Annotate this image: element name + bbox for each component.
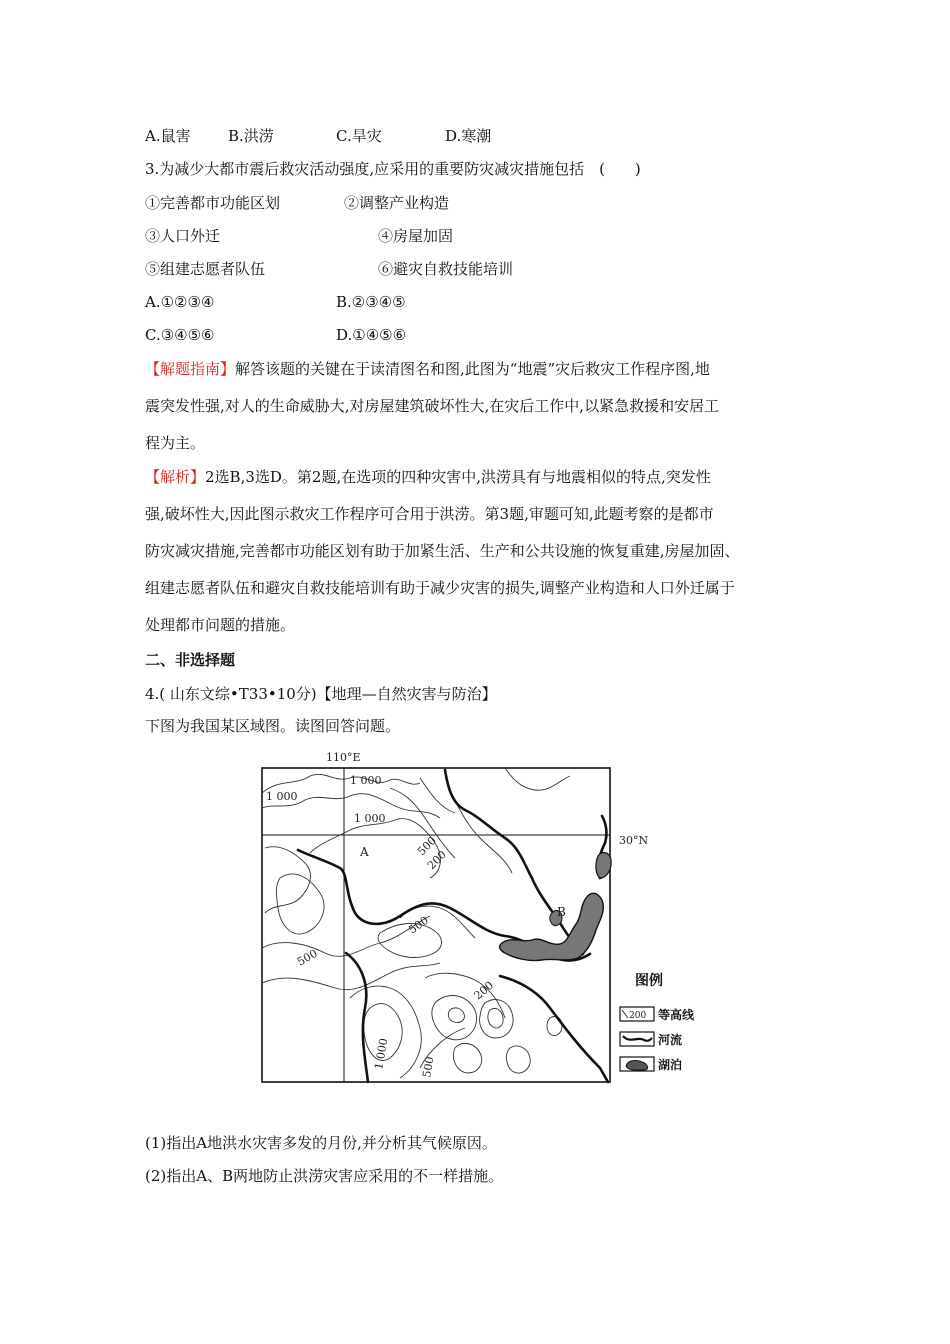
analysis-line-2: 强,破坏性大,因此图示救灾工作程序可合用于洪涝。第3题,审题可知,此题考察的是都市 [145, 505, 714, 523]
contour-label: 1 000 [372, 1037, 391, 1071]
q4-sub1: (1)指出A地洪水灾害多发的月份,并分析其气候原因。 [145, 1134, 497, 1152]
q2-option-a: A.鼠害 [145, 127, 191, 145]
analysis-line-1 [145, 467, 711, 487]
legend-title: 图例 [635, 973, 663, 989]
legend-contour-sample: 200 [629, 1011, 647, 1021]
map-legend [620, 972, 695, 1072]
contour-label: 500 [414, 834, 439, 859]
q3-item-3: ③人口外迁 [145, 227, 221, 245]
analysis-tag: 【解析】 [145, 468, 206, 486]
guide-text: 解答该题的关键在于读清图名和图,此图为“地震”灾后救灾工作程序图,地 [235, 360, 710, 378]
contour-label: 1 000 [266, 790, 298, 803]
guide-line-1 [145, 359, 710, 379]
q2-option-c: C.旱灾 [336, 127, 382, 145]
analysis-line-3: 防灾减灾措施,完善都市功能区划有助于加紧生活、生产和公共设施的恢复重建,房屋加固、 [145, 542, 740, 560]
point-a-label: A [360, 845, 369, 859]
q3-item-5: ⑤组建志愿者队伍 [145, 260, 266, 278]
q3-option-d: D.①④⑤⑥ [336, 326, 407, 344]
q3-item-2: ②调整产业构造 [344, 194, 450, 212]
analysis-text: 2选B,3选D。第2题,在选项的四种灾害中,洪涝具有与地震相似的特点,突发性 [205, 468, 711, 486]
contour-label: 200 [471, 978, 497, 1003]
contour-label: 500 [295, 946, 320, 969]
q3-option-b: B.②③④⑤ [336, 293, 406, 311]
contour-label: 1 000 [350, 774, 382, 787]
guide-line-3: 程为主。 [145, 434, 206, 452]
q4-sub2: (2)指出A、B两地防止洪涝灾害应采用的不一样措施。 [145, 1167, 504, 1185]
q4-intro: 下图为我国某区域图。读图回答问题。 [145, 717, 401, 735]
contour-label: 500 [406, 913, 431, 937]
q4-header: 4.( 山东文综•T33•10分)【地理—自然灾害与防治】 [145, 685, 497, 703]
q2-option-d: D.寒潮 [445, 127, 492, 145]
analysis-line-5: 处理都市问题的措施。 [145, 616, 296, 634]
q3-item-4: ④房屋加固 [378, 227, 454, 245]
q3-option-c: C.③④⑤⑥ [145, 326, 215, 344]
longitude-label: 110°E [326, 751, 361, 764]
q3-item-6: ⑥避灾自救技能培训 [378, 260, 514, 278]
guide-line-2: 震突发性强,对人的生命威胁大,对房屋建筑破坏性大,在灾后工作中,以紧急救援和安居工 [145, 397, 720, 415]
point-b-label: B [557, 905, 566, 919]
region-map [250, 748, 730, 1093]
q3-item-1: ①完善都市功能区划 [145, 194, 281, 212]
q3-stem: 3.为减少大都市震后救灾活动强度,应采用的重要防灾减灾措施包括 ( ) [145, 160, 641, 178]
q3-option-a: A.①②③④ [145, 293, 215, 311]
analysis-line-4: 组建志愿者队伍和避灾自救技能培训有助于减少灾害的损失,调整产业构造和人口外迁属于 [145, 579, 735, 597]
contour-label: 500 [420, 1055, 437, 1079]
contour-label: 1 000 [354, 812, 386, 825]
guide-tag: 【解题指南】 [145, 360, 236, 378]
legend-contour-label: 等高线 [658, 1008, 695, 1022]
contour-label: 200 [424, 848, 449, 873]
legend-lake-label: 湖泊 [658, 1058, 683, 1072]
section-title: 二、非选择题 [145, 651, 236, 669]
legend-river-label: 河流 [658, 1033, 683, 1047]
q2-option-b: B.洪涝 [228, 127, 274, 145]
latitude-label: 30°N [619, 834, 649, 847]
